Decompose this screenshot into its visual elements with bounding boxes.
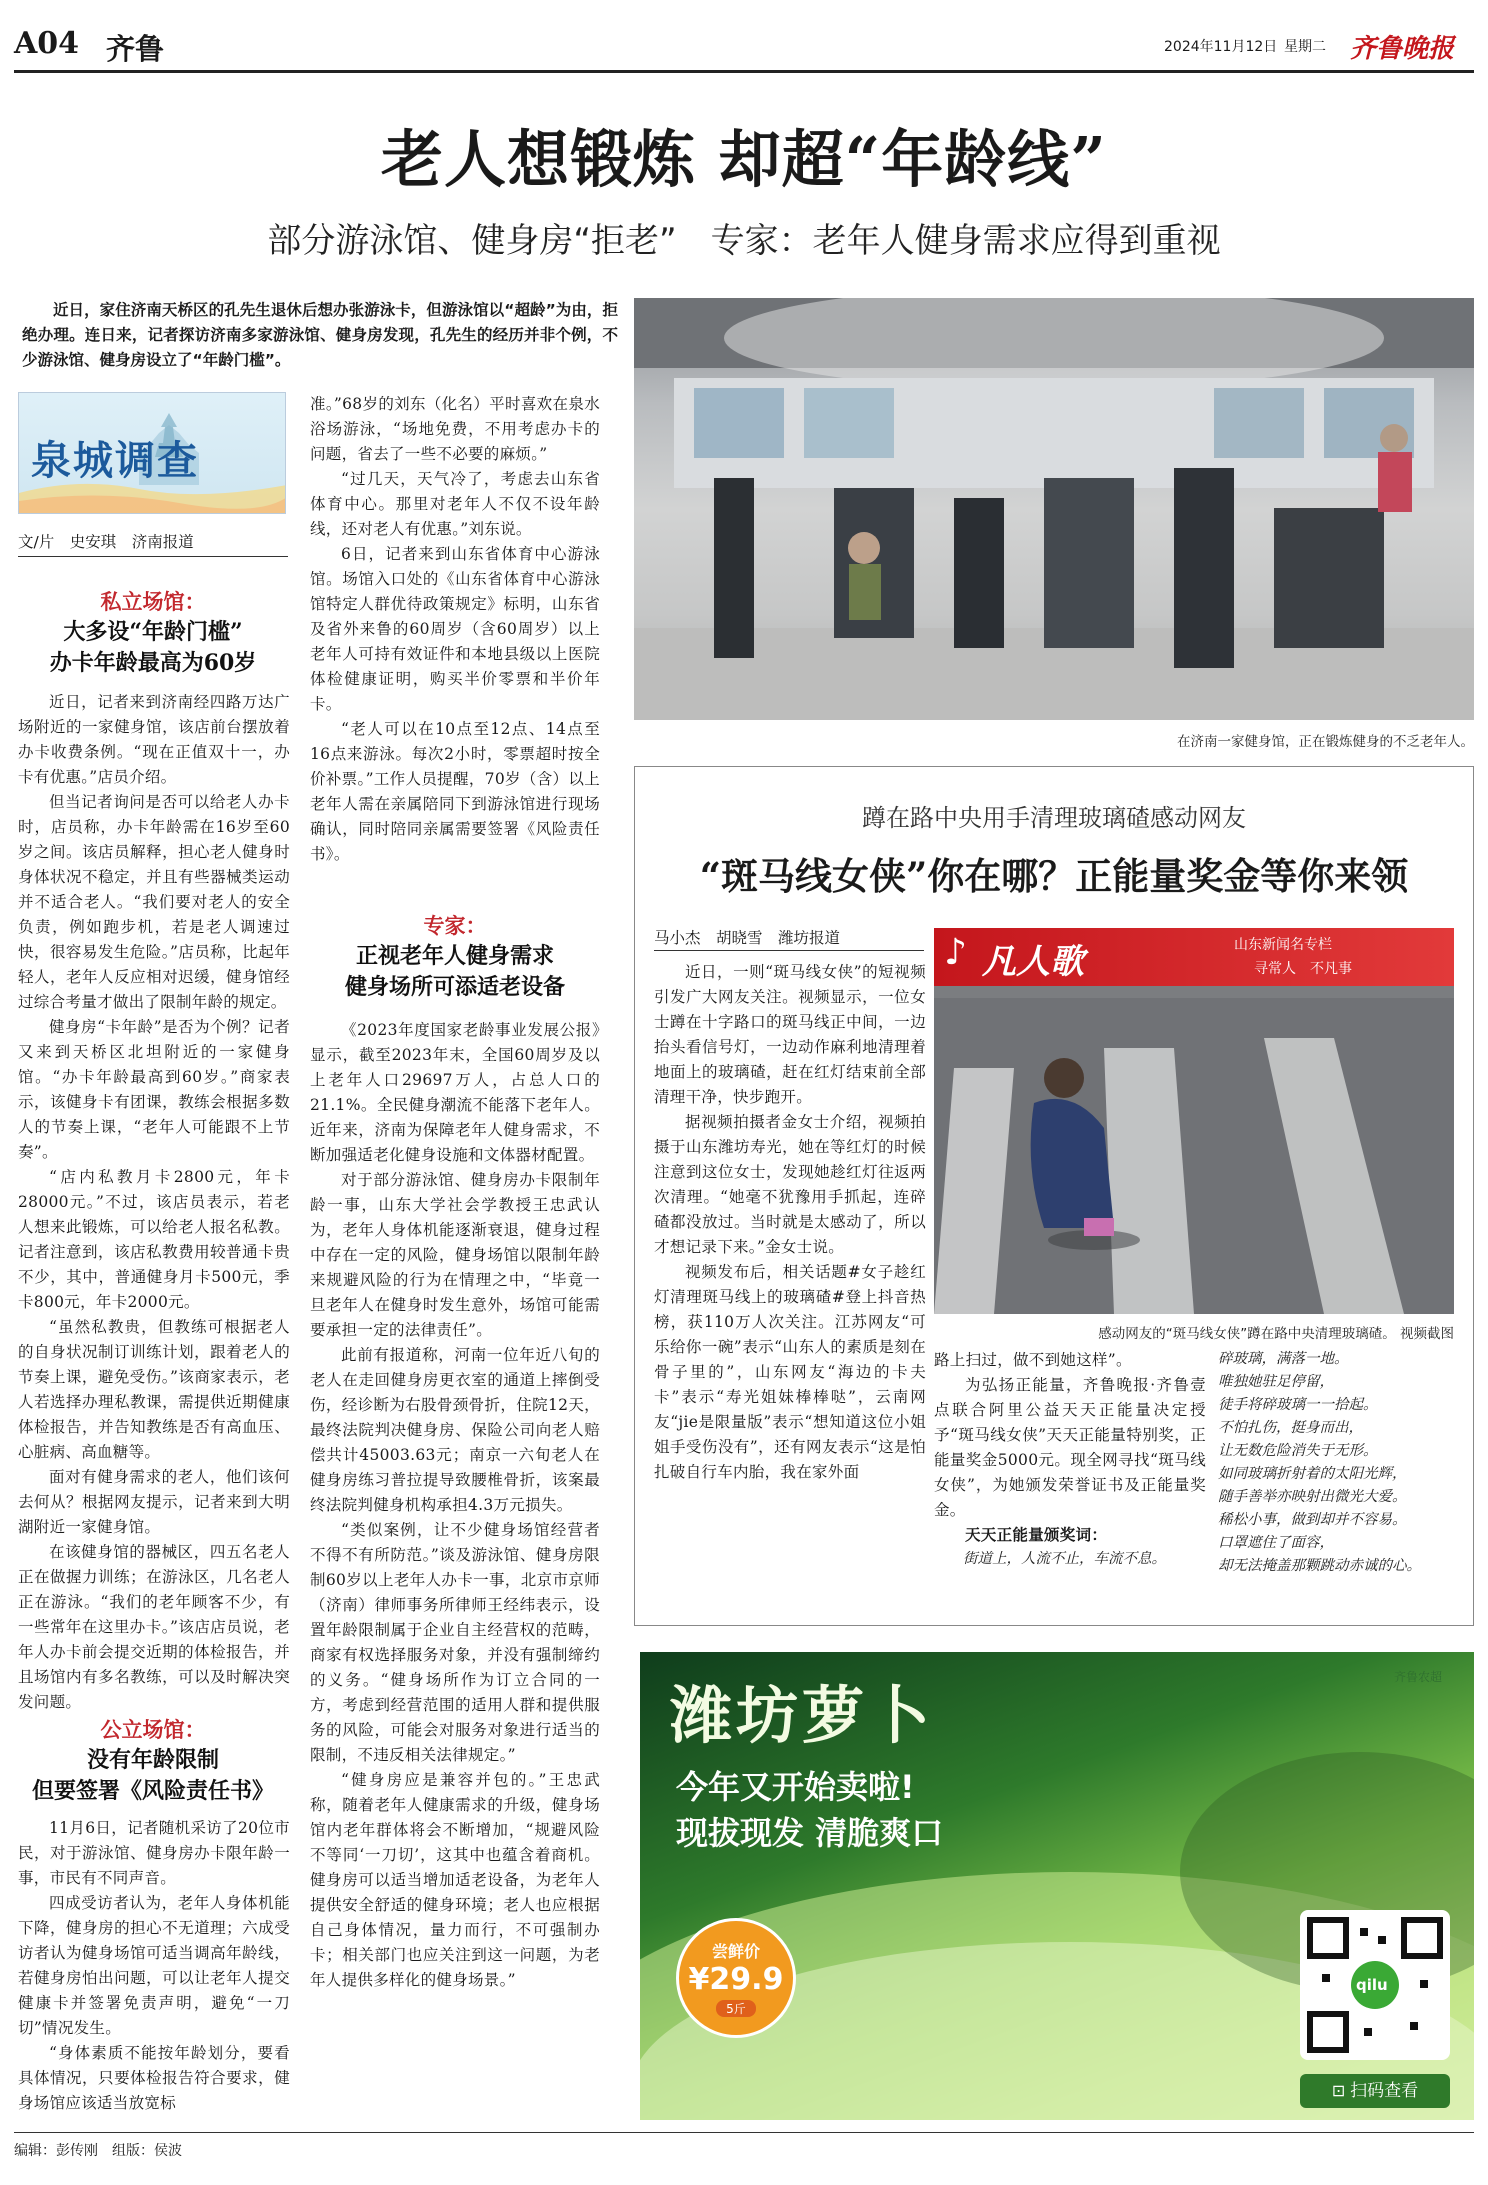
column2-body: [310, 392, 600, 906]
main-headline: 老人想锻炼 却超“年龄线”: [381, 123, 1107, 196]
section-name: 齐鲁: [106, 32, 165, 66]
column-logo: [18, 392, 286, 514]
story2-poem: [1218, 1348, 1458, 1618]
column-logo-text: 泉城调查: [31, 437, 199, 484]
section-line2-expert: 健身场所可添适老设备: [344, 974, 565, 1000]
section-line2-private: 办卡年龄最高为60岁: [49, 650, 257, 676]
banner-title: 凡人歌: [982, 942, 1084, 982]
paragraph: 路上扫过，做不到她这样”。: [934, 1351, 1132, 1369]
page-number: A04: [14, 26, 80, 61]
zebra-photo-caption: 感动网友的“斑马线女侠”蹲在路中央清理玻璃碴。 视频截图: [1098, 1326, 1454, 1342]
section-line1-private: 大多设“年龄门槛”: [63, 619, 243, 645]
paragraph: 对于部分游泳馆、健身房办卡限制年龄一事，山东大学社会学教授王忠武认为，老年人身体机能逐渐衰退，健身过程中存在一定的风险，健身场馆以限制年龄来规避风险的行为在情理之中，“毕竟一旦老年人在健身时发生意外，场馆可能需要承担一定的法律责任”。: [310, 1171, 600, 1339]
price-value: ¥29.9: [688, 1962, 784, 1997]
paragraph: 四成受访者认为，老年人身体机能下降，健身房的担心不无道理；六成受访者认为健身场馆可适当调高年龄线，若健身房怕出问题，可以让老年人提交健康卡并签署免责声明，避免“一刀切”情况发生。: [18, 1894, 290, 2037]
issue-date: 2024年11月12日: [1164, 39, 1278, 55]
story2-column-left: [654, 960, 926, 1604]
section-line2-public: 但要签署《风险责任书》: [31, 1778, 274, 1804]
byline-rule: [18, 556, 288, 557]
paragraph: 准。”68岁的刘东（化名）平时喜欢在泉水浴场游泳，“场地免费，不用考虑办卡的问题，省去了一些不必要的麻烦。”: [310, 395, 600, 463]
paragraph: 近日，记者来到济南经四路万达广场附近的一家健身馆，该店前台摆放着办卡收费条例。“现在正值双十一，办卡有优惠。”店员介绍。: [18, 693, 290, 786]
ad-logo: [1378, 1668, 1458, 1685]
column2b-body: [310, 1018, 600, 2118]
column-banner: [934, 928, 1454, 986]
page-header: [14, 26, 1474, 66]
poem-line: 随手善举亦映射出微光大爱。: [1218, 1489, 1407, 1505]
radish-ad[interactable]: [640, 1652, 1474, 2120]
section-heading-private: [18, 588, 288, 679]
ad-logo-text: 齐鲁农超: [1393, 1670, 1442, 1684]
story2-headline: “斑马线女侠”你在哪？正能量奖金等你来领: [699, 854, 1409, 898]
paragraph: 健身房“卡年龄”是否为个例？记者又来到天桥区北坦附近的一家健身馆。“办卡年龄最高到60岁。”商家表示，该健身卡有团课，教练会根据多数人的节奏上课，“老年人可能跟不上节奏”。: [18, 1018, 290, 1161]
paragraph: 此前有报道称，河南一位年近八旬的老人在走回健身房更衣室的通道上摔倒受伤，经诊断为右股骨颈骨折，住院12天，最终法院判决健身房、保险公司向老人赔偿共计45003.63元；南京一六旬老人在健身房练习普拉提导致腰椎骨折，该案最终法院判健身机构承担4.3万元损失。: [310, 1346, 600, 1514]
scan-icon: ⊡: [1331, 2081, 1346, 2100]
section-tag-expert: 专家：: [423, 914, 487, 938]
music-note-icon: ♪: [944, 932, 967, 973]
paragraph: 视频发布后，相关话题#女子趁红灯清理斑马线上的玻璃碴#登上抖音热榜，获110万人次关注。江苏网友“可乐给你一碗”表示“山东人的素质是刻在骨子里的”，山东网友“海边的卡夫卡”表示“寿光姐妹棒棒哒”，云南网友“jie是限量版”表示“想知道这位小姐姐手受伤没有”，还有网友表示“这是怕扎破自行车内胎，我在家外面: [654, 1263, 926, 1481]
issue-weekday: 星期二: [1284, 39, 1326, 55]
section-line1-public: 没有年龄限制: [86, 1747, 219, 1773]
section-tag-public: 公立场馆：: [100, 1718, 206, 1742]
paragraph: “过几天，天气冷了，考虑去山东省体育中心。那里对老年人不仅不设年龄线，还对老人有优惠。”刘东说。: [310, 470, 600, 538]
gym-photo-caption: 在济南一家健身馆，正在锻炼健身的不乏老年人。: [1177, 734, 1474, 750]
paragraph: 为弘扬正能量，齐鲁晚报·齐鲁壹点联合阿里公益天天正能量决定授予“斑马线女侠”天天正能量特别奖，正能量奖金5000元。现全网寻找“斑马线女侠”，为她颁发荣誉证书及正能量奖金。: [934, 1376, 1206, 1519]
poem-line: 唯独她驻足停留，: [1218, 1374, 1334, 1390]
poem-line: 口罩遮住了面容，: [1218, 1535, 1334, 1551]
story2-kicker: 蹲在路中央用手清理玻璃碴感动网友: [862, 804, 1246, 832]
paragraph: 6日，记者来到山东省体育中心游泳馆。场馆入口处的《山东省体育中心游泳馆特定人群优待政策规定》标明，山东省及省外来鲁的60周岁（含60周岁）以上老年人可持有效证件和本地县级以上医院体检健康证明，购买半价零票和半价年卡。: [310, 545, 600, 713]
paragraph: 近日，一则“斑马线女侠”的短视频引发广大网友关注。视频显示，一位女士蹲在十字路口的斑马线正中间，一边抬头看信号灯，一边动作麻利地清理着地面上的玻璃碴，赶在红灯结束前全部清理干净，快步跑开。: [654, 963, 926, 1106]
ad-line2: 现拔现发 清脆爽口: [676, 1814, 944, 1852]
poem-line: 如同玻璃折射着的太阳光辉，: [1218, 1466, 1407, 1482]
poem-line: 碎玻璃，满落一地。: [1218, 1351, 1349, 1367]
poem-line: 不怕扎伤，挺身而出，: [1218, 1420, 1363, 1436]
story2-column-mid: [934, 1348, 1206, 1618]
column1-body: [18, 690, 290, 1710]
column1b-body: [18, 1816, 290, 2118]
paragraph: “类似案例，让不少健身场馆经营者不得不有所防范。”谈及游泳馆、健身房限制60岁以上老年人办卡一事，北京市京师（济南）律师事务所律师王经纬表示，设置年龄限制属于企业自主经营权的范畴，商家有权选择服务对象，并没有强制缔约的义务。“健身场所作为订立合同的一方，考虑到经营范围的适用人群和提供服务的风险，可能会对服务对象进行适当的限制，不违反相关法律规定。”: [310, 1521, 600, 1764]
section-line1-expert: 正视老年人健身需求: [355, 943, 554, 969]
paragraph: 据视频拍摄者金女士介绍，视频拍摄于山东潍坊寿光，她在等红灯的时候注意到这位女士，发现她趁红灯往返两次清理。“她毫不犹豫用手抓起，连碎碴都没放过。当时就是太感动了，所以才想记录下来。”金女士说。: [654, 1113, 926, 1256]
main-subtitle: 部分游泳馆、健身房“拒老” 专家：老年人健身需求应得到重视: [267, 221, 1221, 261]
banner-sub2: 寻常人 不凡事: [1254, 961, 1352, 977]
scan-label: 扫码查看: [1350, 2081, 1419, 2101]
banner-sub1: 山东新闻名专栏: [1234, 937, 1332, 953]
story2-byline-rule: [654, 950, 924, 951]
paragraph: “身体素质不能按年龄划分，要看具体情况，只要体检报告符合要求，健身场馆应该适当放宽标: [18, 2044, 290, 2112]
poem-line: 却无法掩盖那颗跳动赤诚的心。: [1218, 1558, 1421, 1574]
paragraph: “虽然私教贵，但教练可根据老人的自身状况制订训练计划，跟着老人的节奏上课，避免受伤。”该商家表示，老人若选择办理私教课，需提供近期健康体检报告，并告知教练是否有高血压、心脏病、高血糖等。: [18, 1318, 290, 1461]
paragraph: 但当记者询问是否可以给老人办卡时，店员称，办卡年龄需在16岁至60岁之间。该店员解释，担心老人健身时身体状况不稳定，并且有些器械类运动并不适合老人。“我们要对老人的安全负责，例如跑步机，若是老人调速过快，很容易发生危险。”店员称，比起年轻人，老年人反应相对迟缓，健身馆经过综合考量才做出了限制年龄的规定。: [18, 793, 290, 1011]
paragraph: “店内私教月卡2800元，年卡28000元。”不过，该店员表示，若老人想来此锻炼，可以给老人报名私教。记者注意到，该店私教费用较普通卡贵不少，其中，普通健身月卡500元，季卡800元，年卡2000元。: [18, 1168, 290, 1311]
price-badge: [676, 1918, 796, 2038]
ad-line1: 今年又开始卖啦!: [676, 1768, 915, 1806]
paragraph: 《2023年度国家老龄事业发展公报》显示，截至2023年末，全国60周岁及以上老年人口29697万人，占总人口的21.1%。全民健身潮流不能落下老年人。近年来，济南为保障老年人健身需求，不断加强适老化健身设施和文体器材配置。: [310, 1021, 600, 1164]
footer-rule: [14, 2132, 1474, 2133]
lead-paragraph: 近日，家住济南天桥区的孔先生退休后想办张游泳卡，但游泳馆以“超龄”为由，拒绝办理。连日来，记者探访济南多家游泳馆、健身房发现，孔先生的经历并非个例，不少游泳馆、健身房设立了“年龄门槛”。: [22, 301, 618, 369]
qr-brand: qilu: [1356, 1976, 1388, 1994]
poem-line: 让无数危险消失于无形。: [1218, 1443, 1378, 1459]
qr-code[interactable]: [1300, 1910, 1450, 2060]
gym-photo: [634, 298, 1474, 720]
section-heading-public: [18, 1716, 288, 1807]
section-heading-expert: [310, 912, 600, 1003]
header-rule: [14, 70, 1474, 73]
story2-byline: 马小杰 胡晓雪 潍坊报道: [654, 929, 841, 947]
award-text: 街道上，人流不止，车流不息。: [963, 1551, 1166, 1567]
paragraph: 在该健身馆的器械区，四五名老人正在做握力训练；在游泳区，几名老人正在游泳。“我们的老年顾客不少，有一些常年在这里办卡。”该店店员说，老年人办卡前会提交近期的体检报告，并且场馆内有多名教练，可以及时解决突发问题。: [18, 1543, 290, 1710]
paragraph: 11月6日，记者随机采访了20位市民，对于游泳馆、健身房办卡限年龄一事，市民有不同声音。: [18, 1819, 290, 1887]
byline: 文/片 史安琪 济南报道: [18, 533, 194, 551]
award-label: 天天正能量颁奖词：: [965, 1526, 1108, 1544]
poem-line: 徒手将碎玻璃一一拾起。: [1218, 1397, 1378, 1413]
paragraph: “健身房应是兼容并包的。”王忠武称，随着老年人健康需求的升级，健身场馆内老年群体将会不断增加，“规避风险不等同‘一刀切’，这其中也蕴含着商机。健身房可以适当增加适老设备，为老年人提供安全舒适的健身环境；老人也应根据自己身体情况，量力而行，不可强制办卡；相关部门也应关注到这一问题，为老年人提供多样化的健身场景。”: [310, 1771, 600, 1989]
poem-line: 稀松小事，做到却并不容易。: [1218, 1512, 1407, 1528]
footer-editor: 编辑：彭传刚 组版：侯波: [14, 2143, 182, 2159]
paragraph: 面对有健身需求的老人，他们该何去何从？根据网友提示，记者来到大明湖附近一家健身馆。: [18, 1468, 290, 1536]
paragraph: “老人可以在10点至12点、14点至16点来游泳。每次2小时，零票超时按全价补票。”工作人员提醒，70岁（含）以上老年人需在亲属陪同下到游泳馆进行现场确认，同时陪同亲属需要签署《风险责任书》。: [310, 720, 600, 863]
section-tag-private: 私立场馆：: [100, 590, 206, 614]
price-unit: 5斤: [716, 2000, 756, 2017]
ad-title: 潍坊萝卜: [670, 1679, 935, 1752]
scan-button[interactable]: [1300, 2074, 1450, 2108]
brand-logo: 齐鲁晚报: [1350, 34, 1455, 64]
price-label: 尝鲜价: [711, 1942, 760, 1961]
